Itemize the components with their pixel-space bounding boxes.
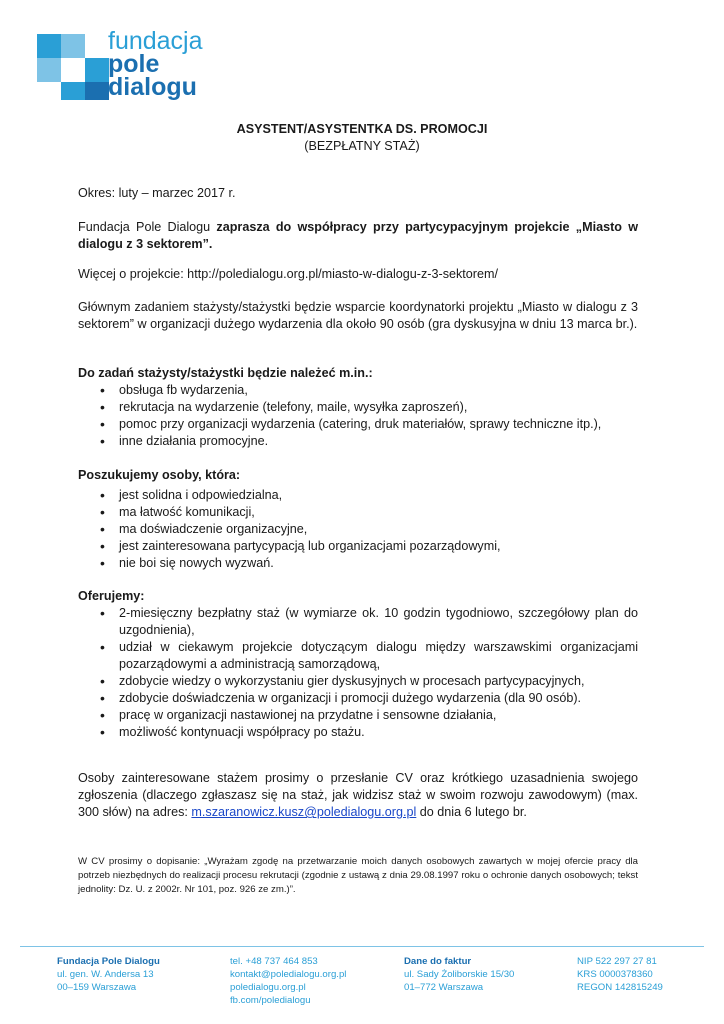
footer-invoice-street: ul. Sady Żoliborskie 15/30 xyxy=(404,969,515,980)
footer-website[interactable]: poledialogu.org.pl xyxy=(230,982,306,993)
logo-line-1: fundacja xyxy=(108,27,203,55)
list-item: • jest solidna i odpowiedzialna, xyxy=(78,487,638,504)
footer-phone: tel. +48 737 464 853 xyxy=(230,956,318,967)
footer-col-invoice xyxy=(404,955,514,994)
list-item: • rekrutacja na wydarzenie (telefony, maile, wysyłka zaproszeń), xyxy=(78,399,638,416)
more-info-text: Więcej o projekcie: http://poledialogu.org.pl/miasto-w-dialogu-z-3-sektorem/ xyxy=(78,267,498,281)
logo-square-4 xyxy=(61,58,85,82)
list-item: • zdobycie wiedzy o wykorzystaniu gier dyskusyjnych w procesach partycypacyjnych, xyxy=(78,673,638,690)
logo-square-6 xyxy=(61,82,85,100)
footer-regon: REGON 142815249 xyxy=(577,982,663,993)
seeking-section xyxy=(78,467,638,572)
apply-email-link[interactable]: m.szaranowicz.kusz@poledialogu.org.pl xyxy=(191,805,417,819)
seeking-list xyxy=(78,487,638,572)
list-item: • nie boi się nowych wyzwań. xyxy=(78,555,638,572)
footer-krs: KRS 0000378360 xyxy=(577,969,653,980)
invite xyxy=(78,219,638,253)
footer-nip: NIP 522 297 27 81 xyxy=(577,956,657,967)
title-main: ASYSTENT/ASYSTENTKA DS. PROMOCJI xyxy=(236,122,488,136)
footer-email[interactable]: kontakt@poledialogu.org.pl xyxy=(230,969,347,980)
footer-street: ul. gen. W. Andersa 13 xyxy=(57,969,154,980)
footer-city: 00–159 Warszawa xyxy=(57,982,137,993)
offer-heading: Oferujemy: xyxy=(78,589,145,603)
apply-section xyxy=(78,770,638,821)
duties-list xyxy=(78,382,638,450)
offer-section xyxy=(78,588,638,741)
logo-square-5 xyxy=(85,58,109,82)
invite-bold: zaprasza do współpracy przy partycypacyjnym projekcie „Miasto w dialogu z 3 sektorem”. xyxy=(78,220,638,251)
title-sub: (BEZPŁATNY STAŻ) xyxy=(304,139,420,153)
apply-suffix: do dnia 6 lutego br. xyxy=(416,805,527,819)
duties-heading: Do zadań stażysty/stażystki będzie należeć m.in.: xyxy=(78,366,373,380)
list-item: • udział w ciekawym projekcie dotyczącym dialogu między warszawskimi organizacjami pozarządowymi a administracją samorządową, xyxy=(78,639,638,673)
seeking-heading: Poszukujemy osoby, która: xyxy=(78,468,241,482)
consent-text: W CV prosimy o dopisanie: „Wyrażam zgodę na przetwarzanie moich danych osobowych zawartych w mojej ofercie pracy dla potrzeb niezbędnych do realizacji procesu rekrutacji (zgodnie z ustawą z dnia 29.08.1997 roku o ochronie danych osobowych; tekst jednolity: Dz. U. z 2002r. Nr 101, poz. 926 ze zm.)”. xyxy=(78,856,638,895)
logo-square-7 xyxy=(85,82,109,100)
main-task xyxy=(78,299,638,333)
logo-square-1 xyxy=(37,34,61,58)
main-task-text: Głównym zadaniem stażysty/stażystki będzie wsparcie koordynatorki projektu „Miasto w dialogu z 3 sektorem” w organizacji dużego wydarzenia dla około 90 osób (gra dyskusyjna w dniu 13 marca br.). xyxy=(78,300,638,331)
footer-org-name: Fundacja Pole Dialogu xyxy=(57,956,160,967)
list-item: • jest zainteresowana partycypacją lub organizacjami pozarządowymi, xyxy=(78,538,638,555)
footer-col-address xyxy=(57,955,160,994)
list-item: • ma doświadczenie organizacyjne, xyxy=(78,521,638,538)
logo-text xyxy=(108,27,203,101)
footer-col-contact xyxy=(230,955,346,1007)
document-title xyxy=(0,121,724,155)
footer-facebook[interactable]: fb.com/poledialogu xyxy=(230,995,311,1006)
period xyxy=(78,185,638,202)
list-item: • zdobycie doświadczenia w organizacji i promocji dużego wydarzenia (dla 90 osób). xyxy=(78,690,638,707)
logo-square-2 xyxy=(61,34,85,58)
logo-line-3: dialogu xyxy=(108,73,197,101)
invite-prefix: Fundacja Pole Dialogu xyxy=(78,220,217,234)
consent-note xyxy=(78,855,638,897)
list-item: • 2-miesięczny bezpłatny staż (w wymiarze ok. 10 godzin tygodniowo, szczegółowy plan do uzgodnienia), xyxy=(78,605,638,639)
footer-divider xyxy=(20,946,704,947)
logo-square-3 xyxy=(37,58,61,82)
duties-section xyxy=(78,365,638,450)
footer-invoice-city: 01–772 Warszawa xyxy=(404,982,484,993)
period-text: Okres: luty – marzec 2017 r. xyxy=(78,186,236,200)
footer-invoice-heading: Dane do faktur xyxy=(404,956,472,967)
logo-line-2: pole xyxy=(108,50,160,78)
apply-text: Osoby zainteresowane stażem prosimy o przesłanie CV oraz krótkiego uzasadnienia swojego zgłoszenia (dlaczego zgłaszasz się na staż, jak widzisz staż w swoim rozwoju zawodowym) (max. 300 słów) na adres: xyxy=(78,771,638,819)
list-item: • pracę w organizacji nastawionej na przydatne i sensowne działania, xyxy=(78,707,638,724)
list-item: • inne działania promocyjne. xyxy=(78,433,638,450)
list-item: • możliwość kontynuacji współpracy po stażu. xyxy=(78,724,638,741)
footer-col-registry xyxy=(577,955,663,994)
more-info xyxy=(78,266,638,283)
list-item: • pomoc przy organizacji wydarzenia (catering, druk materiałów, sprawy techniczne itp.), xyxy=(78,416,638,433)
offer-list xyxy=(78,605,638,741)
list-item: • obsługa fb wydarzenia, xyxy=(78,382,638,399)
list-item: • ma łatwość komunikacji, xyxy=(78,504,638,521)
